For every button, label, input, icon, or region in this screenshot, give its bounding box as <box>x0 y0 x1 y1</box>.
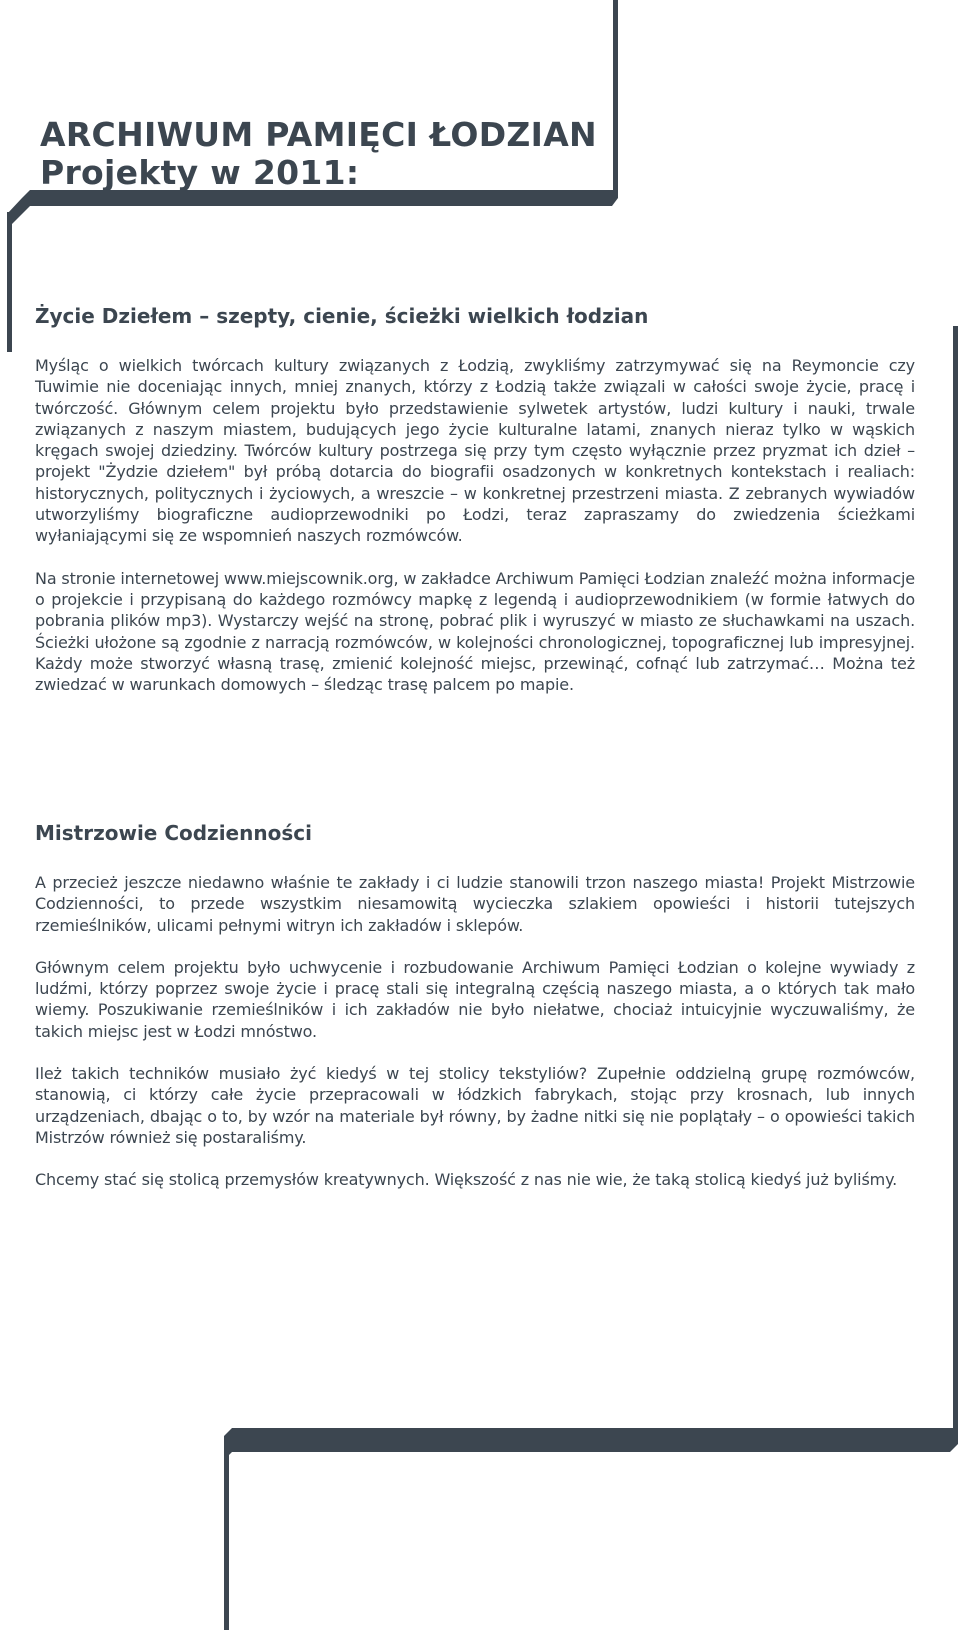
frame-left-line <box>7 212 12 352</box>
frame-header-bar <box>22 190 618 214</box>
frame-bottom-left-line <box>224 1444 229 1630</box>
page-title-line-1: ARCHIWUM PAMIĘCI ŁODZIAN <box>40 115 597 154</box>
section-heading: Życie Dziełem – szepty, cienie, ścieżki wielkich łodzian <box>35 304 649 328</box>
section-zycie-dzielem <box>35 303 915 716</box>
page-title-line-2: Projekty w 2011: <box>40 153 360 192</box>
section-paragraph: A przecież jeszcze niedawno właśnie te zakłady i ci ludzie stanowili trzon naszego miasta! Projekt Mistrzowie Codzienności, to przede wszystkim niesamowitą wycieczka szlakiem opowieści i historii tutejszych rzemieślników, ulicami pełnymi witryn ich zakładów i sklepów. <box>35 873 915 935</box>
section-mistrzowie-codziennosci <box>35 820 915 1212</box>
section-paragraph: Ileż takich techników musiało żyć kiedyś w tej stolicy tekstyliów? Zupełnie oddzielną grupę rozmówców, stanowią, ci którzy całe życie przepracowali w łódzkich fabrykach, stojąc przy krosnach, lub innych urządzeniach, dbając o to, by wzór na materiale był równy, by żadne nitki się nie poplątały – o opowieści takich Mistrzów również się postaraliśmy. <box>35 1064 915 1147</box>
section-paragraph: Głównym celem projektu było uchwycenie i rozbudowanie Archiwum Pamięci Łodzian o kolejne wywiady z ludźmi, którzy poprzez swoje życie i pracę stali się integralną częścią naszego miasta, a o których tak mało wiemy. Poszukiwanie rzemieślników i ich zakładów nie było niełatwe, chociaż intuicyjnie wyczuwaliśmy, że takich miejsc jest w Łodzi mnóstwo. <box>35 957 915 1041</box>
page-title <box>40 116 597 192</box>
frame-top-right-line <box>613 0 618 190</box>
frame-right-line <box>953 326 958 1438</box>
section-paragraph: Chcemy stać się stolicą przemysłów kreatywnych. Większość z nas nie wie, że taką stolicą kiedyś już byliśmy. <box>35 1170 898 1190</box>
frame-bottom-bar <box>224 1428 958 1460</box>
section-paragraph: Myśląc o wielkich twórcach kultury związanych z Łodzią, zwykliśmy zatrzymywać się na Reymoncie czy Tuwimie nie doceniając innych, mniej znanych, którzy z Łodzią także związali w całości swoje życie, pracę i twórczość. Głównym celem projektu było przedstawienie sylwetek artystów, ludzi kultury i nauki, trwale związanych z naszym miastem, budujących jego życie kulturalne latami, znanych nieraz tylko w wąskich kręgach swojej dziedziny. Twórców kultury postrzega się przy tym często wyłącznie przez pryzmat ich dzieł – projekt "Żydzie dziełem" był próbą dotarcia do biografii osadzonych w konkretnych kontekstach i realiach: historycznych, politycznych i życiowych, a wreszcie – w konkretnej przestrzeni miasta. Z zebranych wywiadów utworzyliśmy biograficzne audioprzewodniki po Łodzi, teraz zapraszamy do zwiedzenia ścieżkami wyłaniającymi się ze wspomnień naszych rozmówców. <box>35 356 915 546</box>
section-heading: Mistrzowie Codzienności <box>35 821 312 845</box>
section-paragraph: Na stronie internetowej www.miejscownik.org, w zakładce Archiwum Pamięci Łodzian znaleźć można informacje o projekcie i przypisaną do każdego rozmówcy mapkę z legendą i audioprzewodnikiem (w formie łatwych do pobrania plików mp3). Wystarczy wejść na stronę, pobrać plik i wyruszyć w miasto ze słuchawkami na uszach. Ścieżki ułożone są zgodnie z narracją rozmówców, w kolejności chronologicznej, topograficznej lub impresyjnej. Każdy może stworzyć własną trasę, zmienić kolejność miejsc, przewinąć, cofnąć lub zatrzymać… Można też zwiedzać w warunkach domowych – śledząc trasę palcem po mapie. <box>35 568 915 695</box>
